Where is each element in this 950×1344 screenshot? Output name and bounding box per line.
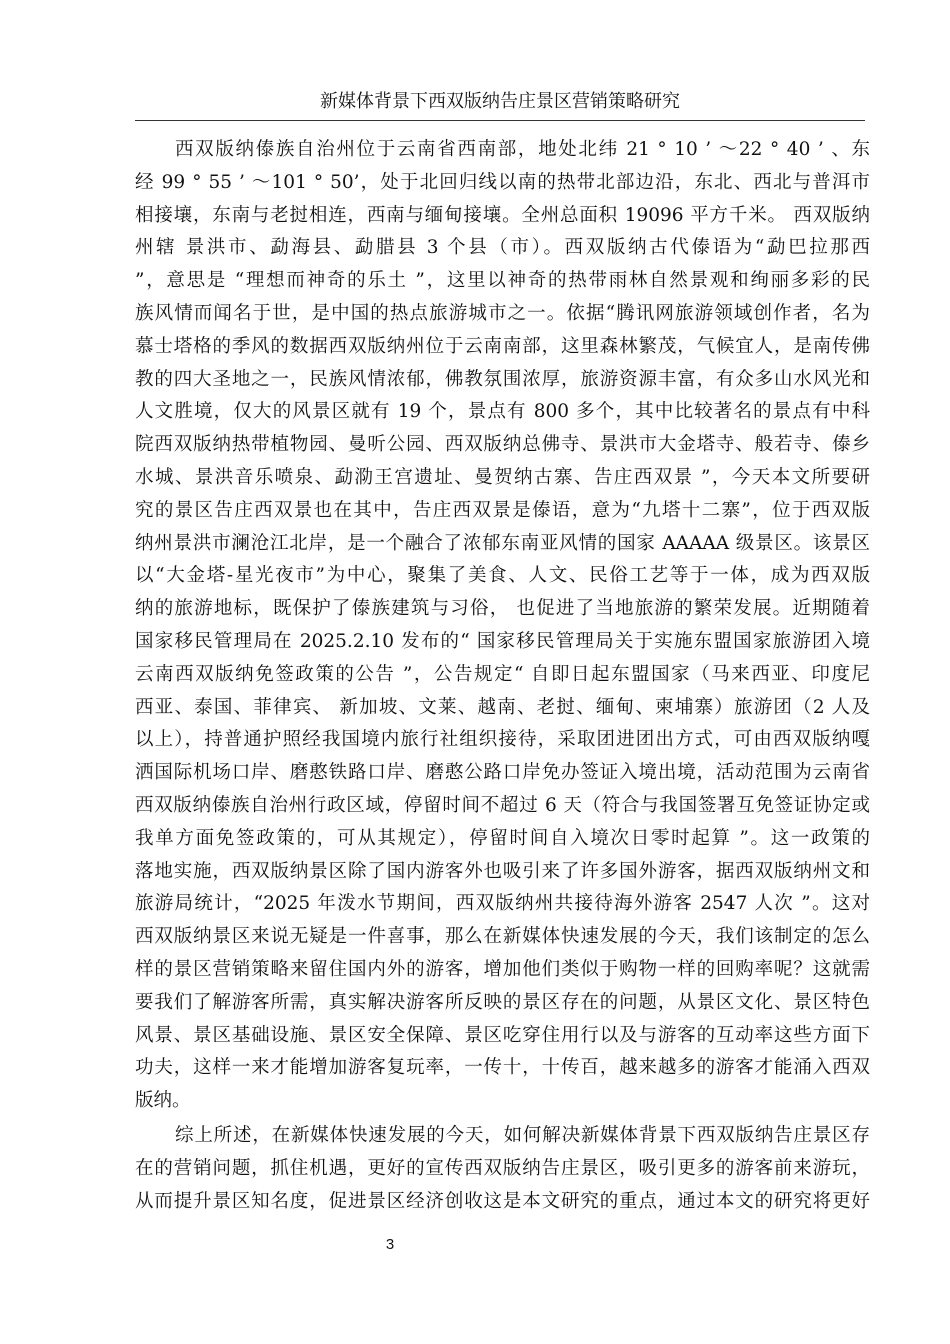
text-line: 以“大金塔-星光夜市”为中心，聚集了美食、人文、民俗工艺等于一体，成为西双版 [135, 565, 870, 587]
text-line: 教的四大圣地之一，民族风情浓郁，佛教氛围浓厚，旅游资源丰富，有众多山水风光和 [135, 368, 870, 390]
text-line: 国家移民管理局在 2025.2.10 发布的“ 国家移民管理局关于实施东盟国家旅游团入境 [135, 630, 870, 652]
text-line: 我单方面免签政策的，可从其规定），停留时间自入境次日零时起算 ”。这一政策的 [135, 827, 870, 849]
text-line: 版纳。 [135, 1090, 191, 1112]
paragraph [135, 1120, 870, 1218]
text-line: 州辖 景洪市、勐海县、勐腊县 3 个县（市）。西双版纳古代傣语为“勐巴拉那西 [135, 237, 870, 259]
text-line: 云南西双版纳免签政策的公告 ”，公告规定“ 自即日起东盟国家（马来西亚、印度尼 [135, 663, 870, 685]
text-line: 洒国际机场口岸、磨憨铁路口岸、磨憨公路口岸免办签证入境出境，活动范围为云南省 [135, 762, 870, 784]
page-number: 3 [385, 1236, 395, 1253]
text-line: 要我们了解游客所需，真实解决游客所反映的景区存在的问题，从景区文化、景区特色 [135, 991, 870, 1013]
text-line: 院西双版纳热带植物园、曼听公园、西双版纳总佛寺、景洪市大金塔寺、般若寺、傣乡 [135, 434, 870, 456]
text-line: 在的营销问题，抓住机遇，更好的宣传西双版纳告庄景区，吸引更多的游客前来游玩， [135, 1157, 870, 1179]
text-line: 人文胜境，仅大的风景区就有 19 个，景点有 800 多个，其中比较著名的景点有中科 [135, 401, 870, 423]
text-line: 风景、景区基础设施、景区安全保障、景区吃穿住用行以及与游客的互动率这些方面下 [135, 1024, 870, 1046]
text-line: 样的景区营销策略来留住国内外的游客，增加他们类似于购物一样的回购率呢？这就需 [135, 958, 870, 980]
document-body [135, 134, 870, 1218]
text-line: 西双版纳傣族自治州位于云南省西南部，地处北纬 21 ° 10 ’ ～22 ° 40 ’ 、东 [175, 139, 870, 160]
text-line: 功夫，这样一来才能增加游客复玩率，一传十，十传百，越来越多的游客才能涌入西双 [135, 1057, 870, 1079]
text-line: 以上），持普通护照经我国境内旅行社组织接待，采取团进团出方式，可由西双版纳嘎 [135, 729, 870, 751]
text-line: 旅游局统计，“2025 年泼水节期间，西双版纳州共接待海外游客 2547 人次 ”。这对 [135, 893, 870, 915]
paragraph [135, 134, 870, 1118]
text-line: 纳的旅游地标，既保护了傣族建筑与习俗， 也促进了当地旅游的繁荣发展。近期随着 [135, 598, 870, 620]
text-line: 西双版纳景区来说无疑是一件喜事，那么在新媒体快速发展的今天，我们该制定的怎么 [135, 926, 870, 948]
text-line: 慕士塔格的季风的数据西双版纳州位于云南南部，这里森林繁茂，气候宜人，是南传佛 [135, 335, 870, 357]
running-header: 新媒体背景下西双版纳告庄景区营销策略研究 [320, 91, 680, 112]
text-line: 相接壤，东南与老挝相连，西南与缅甸接壤。全州总面积 19096 平方千米。 西双版纳 [135, 204, 870, 226]
text-line: 水城、景洪音乐喷泉、勐泐王宫遗址、曼贺纳古寨、告庄西双景 ”，今天本文所要研 [135, 466, 870, 488]
header-divider [135, 120, 865, 121]
text-line: 落地实施，西双版纳景区除了国内游客外也吸引来了许多国外游客，据西双版纳州文和 [135, 860, 870, 882]
text-line: 族风情而闻名于世，是中国的热点旅游城市之一。依据“腾讯网旅游领域创作者，名为 [135, 302, 870, 324]
text-line: 西双版纳傣族自治州行政区域，停留时间不超过 6 天（符合与我国签署互免签证协定或 [135, 794, 870, 816]
text-line: 经 99 ° 55 ’ ～101 ° 50’，处于北回归线以南的热带北部边沿，东北、西北与普洱市 [135, 171, 870, 193]
text-line: 从而提升景区知名度，促进景区经济创收这是本文研究的重点，通过本文的研究将更好 [135, 1190, 870, 1212]
text-line: 西亚、泰国、菲律宾、 新加坡、文莱、越南、老挝、缅甸、柬埔寨）旅游团（2 人及 [135, 696, 870, 718]
text-line: 纳州景洪市澜沧江北岸，是一个融合了浓郁东南亚风情的国家 AAAAA 级景区。该景区 [135, 532, 870, 554]
text-line: 综上所述，在新媒体快速发展的今天，如何解决新媒体背景下西双版纳告庄景区存 [175, 1124, 870, 1146]
text-line: 究的景区告庄西双景也在其中，告庄西双景是傣语，意为“九塔十二寨”，位于西双版 [135, 499, 870, 521]
text-line: ”，意思是 “理想而神奇的乐土 ”，这里以神奇的热带雨林自然景观和绚丽多彩的民 [135, 270, 870, 292]
